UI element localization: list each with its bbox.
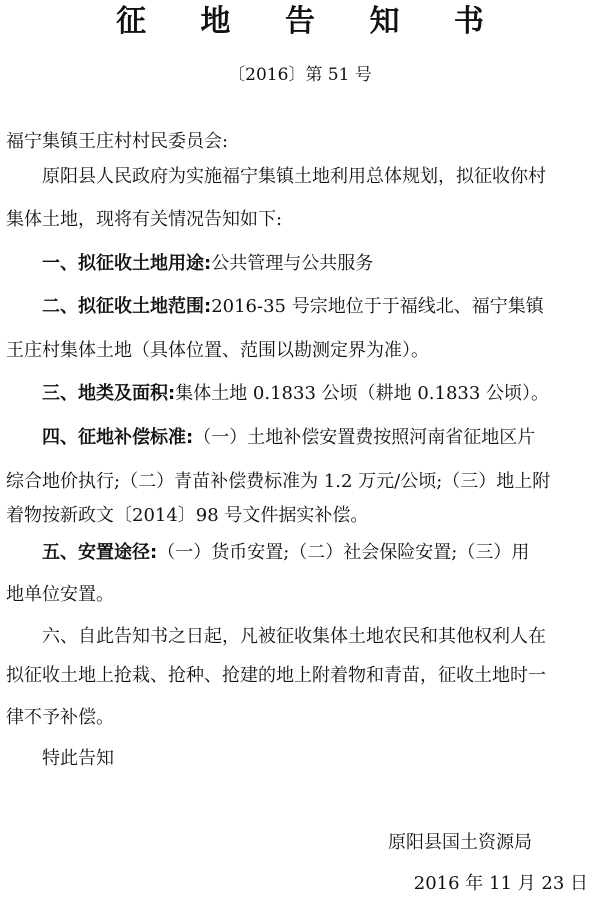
section-compensation-line-1 — [6, 421, 594, 455]
section-resettlement-line-2: 地单位安置。 — [6, 584, 114, 605]
document-date: 2016 年 11 月 23 日 — [413, 873, 588, 894]
document-number: 〔2016〕第 51 号 — [228, 65, 372, 85]
section-resettlement-text-1: （一）货币安置;（二）社会保险安置;（三）用 — [157, 542, 530, 563]
section-land-use-text: 公共管理与公共服务 — [211, 253, 374, 274]
section-land-use-heading: 一、拟征收土地用途: — [42, 253, 212, 274]
section-notice-rule-line-1: 六、自此告知书之日起，凡被征收集体土地农民和其他权利人在 — [42, 626, 546, 647]
section-compensation-heading: 四、征地补偿标准: — [42, 427, 194, 448]
intro-paragraph-line-2: 集体土地，现将有关情况告知如下: — [6, 209, 283, 230]
section-land-area-text: 集体土地 0.1833 公顷（耕地 0.1833 公顷）。 — [175, 383, 550, 404]
section-land-scope-line-1 — [6, 290, 594, 324]
section-land-scope-text-1: 2016-35 号宗地位于于福线北、福宁集镇 — [211, 296, 544, 317]
section-compensation-text-1: （一）土地补偿安置费按照河南省征地区片 — [193, 427, 536, 448]
signing-authority: 原阳县国土资源局 — [388, 832, 532, 853]
section-compensation-line-3: 着物按新政文〔2014〕98 号文件据实补偿。 — [6, 505, 369, 526]
section-notice-rule-line-2: 拟征收土地上抢栽、抢种、抢建的地上附着物和青苗，征收土地时一 — [6, 665, 546, 686]
section-land-scope-heading: 二、拟征收土地范围: — [42, 296, 212, 317]
section-land-area — [6, 377, 594, 411]
section-compensation-line-2: 综合地价执行;（二）青苗补偿费标准为 1.2 万元/公顷;（三）地上附 — [6, 471, 551, 492]
intro-paragraph-line-1: 原阳县人民政府为实施福宁集镇土地利用总体规划，拟征收你村 — [42, 166, 546, 187]
closing-line: 特此告知 — [42, 748, 114, 769]
section-land-use — [6, 247, 594, 281]
section-resettlement-line-1 — [6, 536, 594, 570]
document-title: 征 地 告 知 书 — [116, 4, 506, 39]
section-resettlement-heading: 五、安置途径: — [42, 542, 158, 563]
section-notice-rule-line-3: 律不予补偿。 — [6, 707, 114, 728]
section-land-scope-line-2: 王庄村集体土地（具体位置、范围以勘测定界为准）。 — [6, 340, 429, 361]
section-land-area-heading: 三、地类及面积: — [42, 383, 176, 404]
addressee-line: 福宁集镇王庄村村民委员会: — [6, 131, 229, 152]
